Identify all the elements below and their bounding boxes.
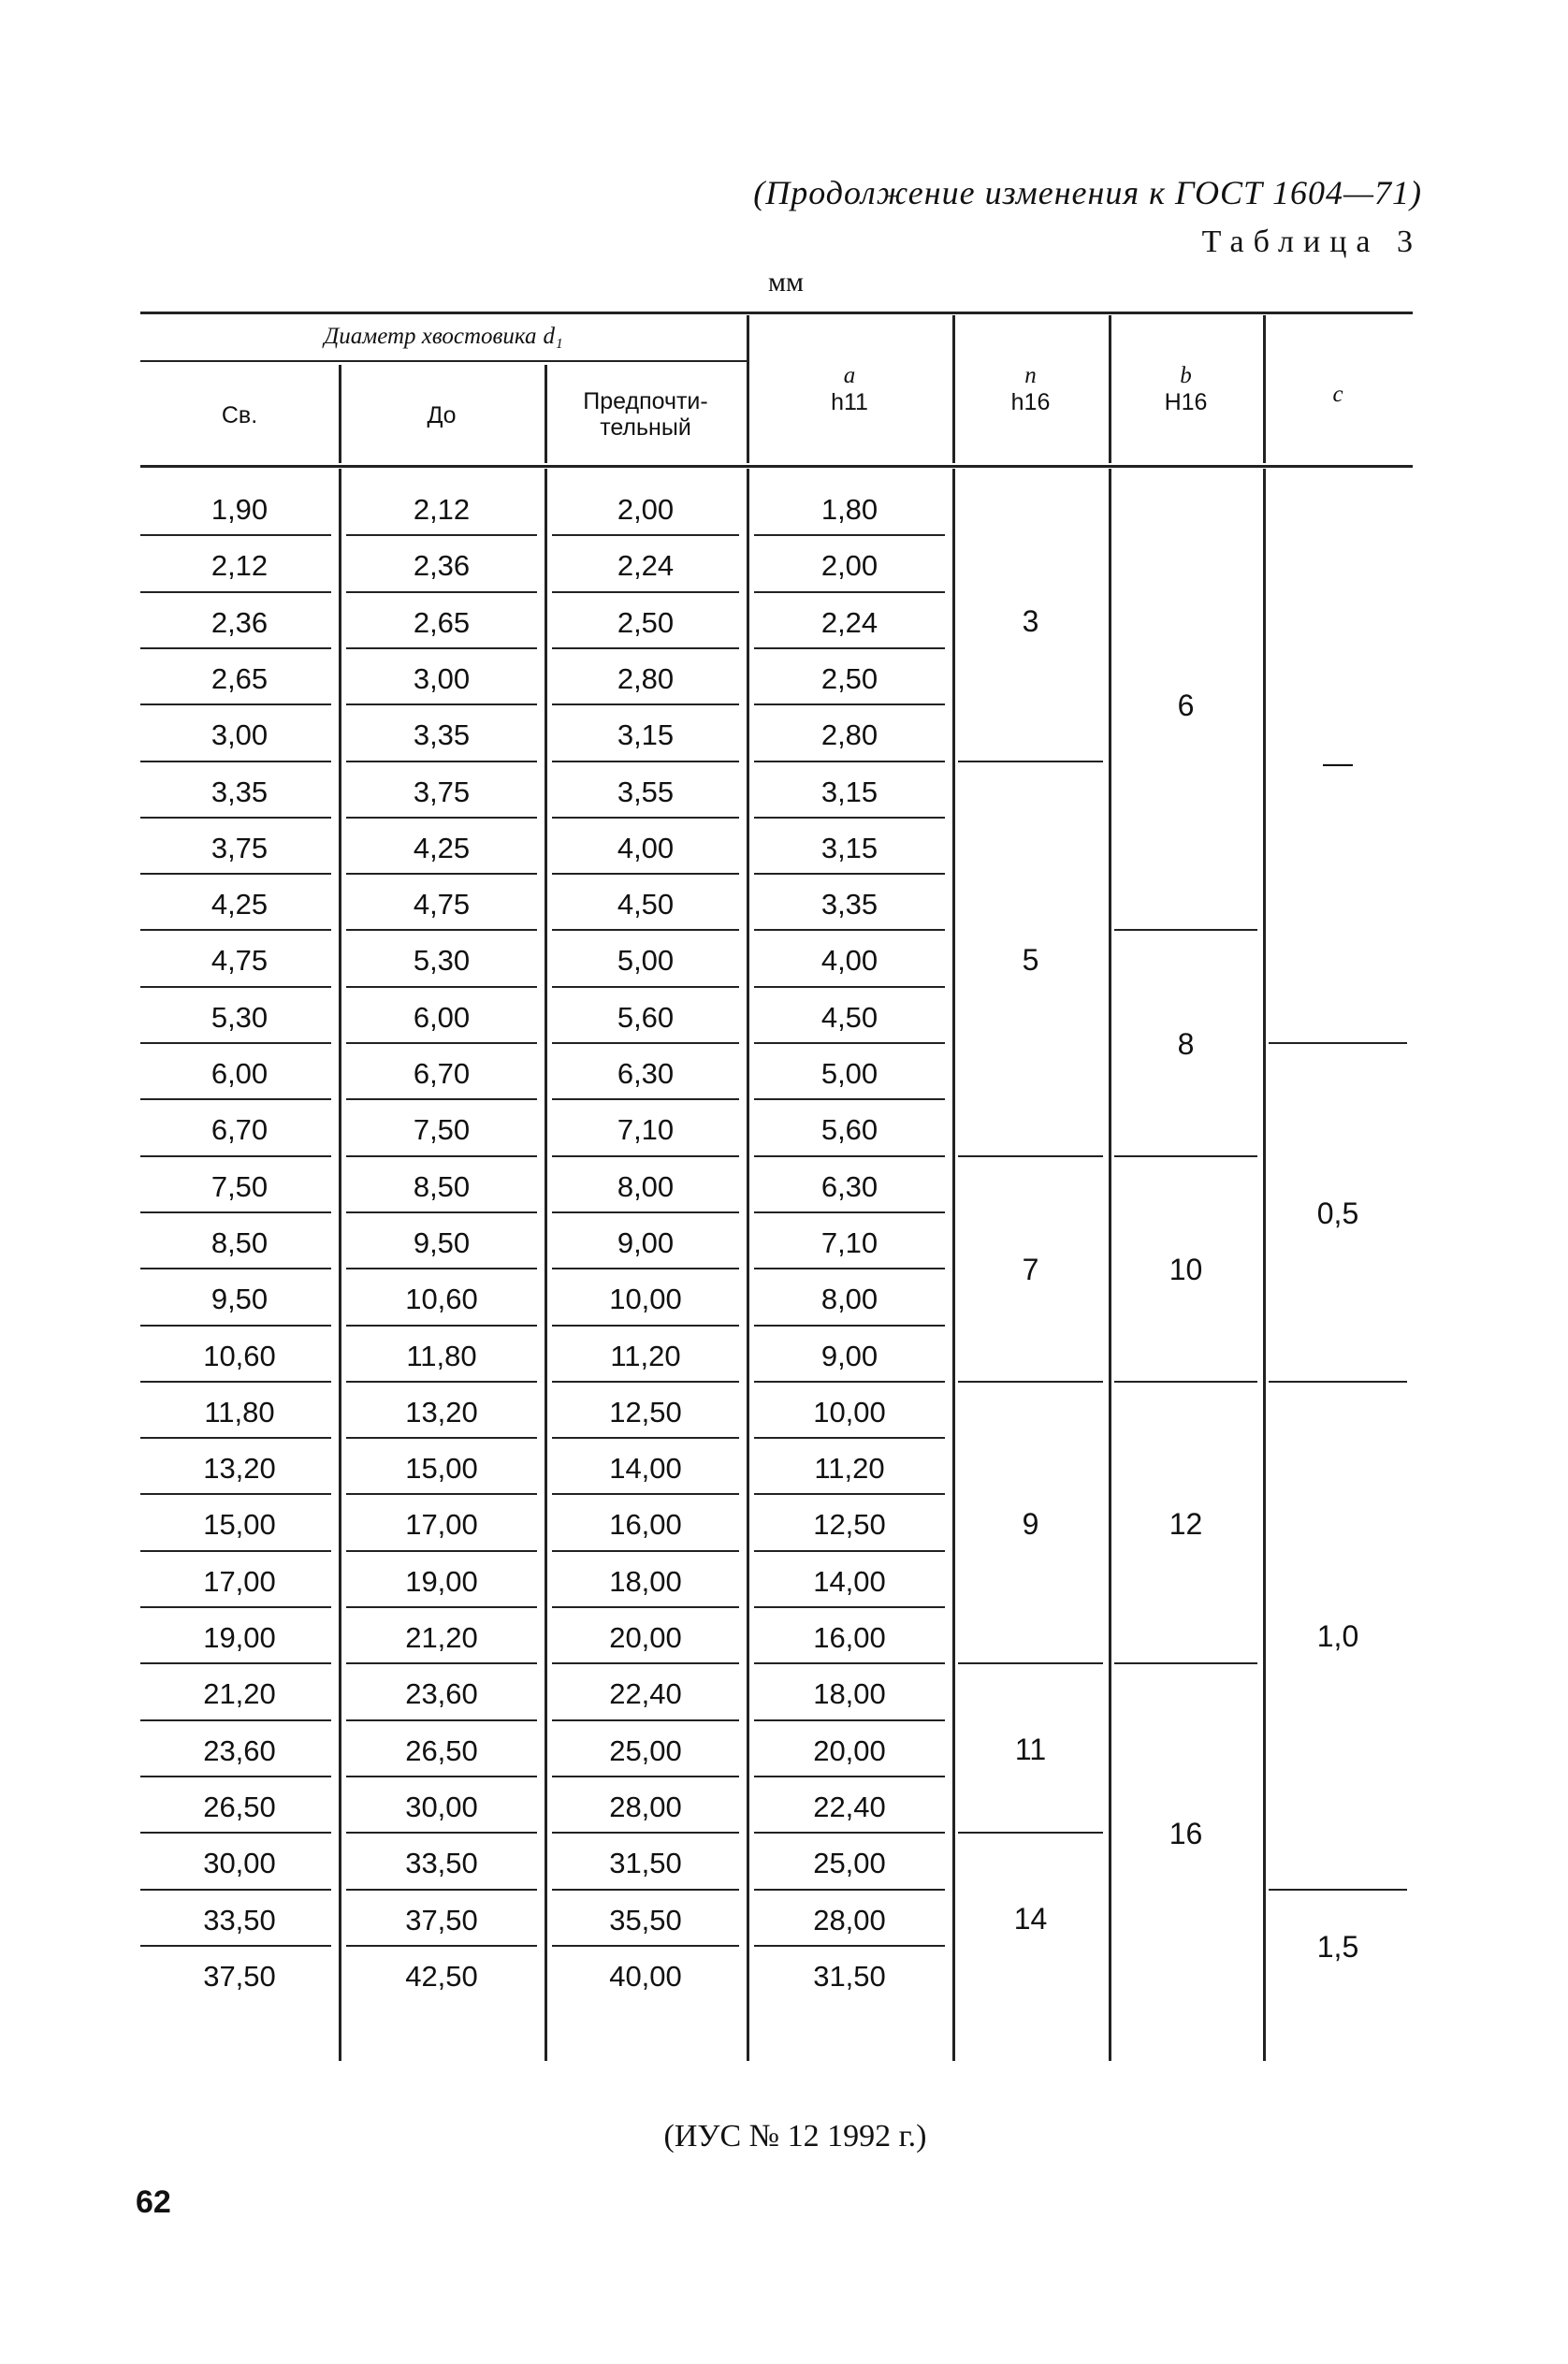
row-rule — [754, 1945, 945, 1947]
row-rule — [140, 1550, 331, 1552]
cell-a: 5,60 — [820, 1113, 878, 1147]
cell-preferred: 2,50 — [617, 605, 675, 639]
row-rule — [140, 1381, 331, 1383]
row-rule — [552, 873, 739, 875]
cell-do: 5,30 — [413, 944, 471, 978]
row-rule — [552, 1662, 739, 1664]
col-header-b-tolerance: H16 — [1164, 389, 1208, 415]
cell-b-group: 12 — [1169, 1506, 1203, 1541]
row-rule — [140, 873, 331, 875]
cell-do: 21,20 — [405, 1621, 478, 1654]
footer-note: (ИУС № 12 1992 г.) — [663, 2119, 927, 2154]
cell-do: 33,50 — [405, 1847, 478, 1880]
body-col-divider — [747, 469, 749, 2061]
cell-preferred: 4,00 — [617, 831, 675, 864]
row-rule — [346, 1155, 537, 1157]
row-rule — [140, 1889, 331, 1891]
cell-a: 16,00 — [813, 1621, 886, 1654]
row-rule — [346, 1437, 537, 1439]
col-header-n — [952, 363, 1109, 415]
row-rule — [346, 817, 537, 819]
row-rule — [140, 1945, 331, 1947]
group-rule — [958, 1155, 1103, 1157]
cell-a: 2,24 — [820, 605, 878, 639]
cell-preferred: 22,40 — [609, 1677, 682, 1711]
cell-do: 3,75 — [413, 775, 471, 808]
row-rule — [140, 534, 331, 536]
cell-do: 19,00 — [405, 1564, 478, 1598]
cell-c-group: — — [1323, 745, 1353, 779]
body-col-divider — [339, 469, 341, 2061]
cell-sv: 17,00 — [203, 1564, 276, 1598]
row-rule — [754, 1155, 945, 1157]
cell-sv: 4,75 — [211, 944, 269, 978]
row-rule — [754, 534, 945, 536]
cell-sv: 3,75 — [211, 831, 269, 864]
row-rule — [754, 1719, 945, 1721]
col-header-preferred — [544, 388, 747, 441]
cell-do: 3,35 — [413, 718, 471, 752]
row-rule — [754, 647, 945, 649]
cell-sv: 37,50 — [203, 1959, 276, 1993]
group-rule — [958, 1381, 1103, 1383]
col-header-b-symbol: b — [1180, 363, 1192, 388]
cell-c-group: 1,0 — [1316, 1619, 1359, 1654]
cell-sv: 3,35 — [211, 775, 269, 808]
cell-sv: 13,20 — [203, 1452, 276, 1486]
cell-preferred: 9,00 — [617, 1226, 675, 1259]
group-rule — [1269, 1042, 1407, 1044]
cell-b-group: 6 — [1177, 689, 1195, 723]
cell-a: 3,35 — [820, 888, 878, 921]
row-rule — [754, 1268, 945, 1269]
row-rule — [552, 647, 739, 649]
col-header-preferred-line2: тельный — [600, 414, 691, 441]
cell-do: 15,00 — [405, 1452, 478, 1486]
cell-a: 10,00 — [813, 1395, 886, 1429]
row-rule — [140, 1606, 331, 1608]
col-header-preferred-line1: Предпочти- — [583, 388, 708, 414]
row-rule — [552, 1832, 739, 1834]
cell-do: 7,50 — [413, 1113, 471, 1147]
group-rule — [958, 761, 1103, 762]
row-rule — [754, 1889, 945, 1891]
row-rule — [346, 591, 537, 593]
row-rule — [140, 1325, 331, 1327]
table-top-rule — [140, 312, 1413, 314]
row-rule — [346, 873, 537, 875]
row-rule — [754, 1042, 945, 1044]
group-rule — [958, 1662, 1103, 1664]
cell-sv: 11,80 — [204, 1395, 275, 1429]
group-rule — [958, 1832, 1103, 1834]
cell-sv: 23,60 — [203, 1733, 276, 1767]
row-rule — [346, 1493, 537, 1495]
cell-do: 2,12 — [413, 493, 471, 526]
row-rule — [346, 1042, 537, 1044]
cell-sv: 1,90 — [211, 493, 269, 526]
group-rule — [1269, 1381, 1407, 1383]
cell-preferred: 7,10 — [617, 1113, 675, 1147]
cell-a: 4,00 — [820, 944, 878, 978]
row-rule — [552, 1098, 739, 1100]
col-header-a-tolerance: h11 — [831, 389, 868, 415]
group-header-rule — [140, 360, 747, 362]
row-rule — [140, 1719, 331, 1721]
row-rule — [346, 1098, 537, 1100]
group-symbol: d₁ — [543, 324, 563, 349]
cell-c-group: 1,5 — [1316, 1929, 1359, 1964]
col-header-sv: Св. — [221, 402, 258, 428]
cell-preferred: 10,00 — [609, 1283, 682, 1316]
row-rule — [552, 761, 739, 762]
page-number: 62 — [136, 2184, 171, 2220]
row-rule — [552, 929, 739, 931]
row-rule — [140, 1098, 331, 1100]
row-rule — [754, 1832, 945, 1834]
body-col-divider — [1263, 469, 1266, 2061]
row-rule — [140, 1268, 331, 1269]
cell-sv: 10,60 — [203, 1339, 276, 1372]
row-rule — [552, 534, 739, 536]
cell-a: 2,50 — [820, 661, 878, 695]
row-rule — [140, 703, 331, 705]
row-rule — [754, 591, 945, 593]
group-label: Диаметр хвостовика — [324, 324, 537, 349]
cell-do: 2,65 — [413, 605, 471, 639]
cell-a: 9,00 — [820, 1339, 878, 1372]
cell-a: 20,00 — [813, 1733, 886, 1767]
cell-do: 2,36 — [413, 549, 471, 583]
row-rule — [552, 703, 739, 705]
cell-do: 17,00 — [405, 1508, 478, 1542]
row-rule — [754, 1493, 945, 1495]
cell-a: 4,50 — [820, 1000, 878, 1034]
cell-n-group: 3 — [1022, 603, 1039, 638]
cell-a: 2,80 — [820, 718, 878, 752]
row-rule — [552, 1042, 739, 1044]
row-rule — [754, 761, 945, 762]
row-rule — [754, 873, 945, 875]
row-rule — [754, 1776, 945, 1777]
body-col-divider — [544, 469, 547, 2061]
row-rule — [552, 1945, 739, 1947]
cell-sv: 30,00 — [203, 1847, 276, 1880]
row-rule — [346, 1945, 537, 1947]
row-rule — [552, 1437, 739, 1439]
cell-b-group: 8 — [1177, 1027, 1195, 1061]
diameter-group-header — [140, 323, 747, 350]
col-header-n-tolerance: h16 — [1010, 389, 1051, 415]
row-rule — [140, 761, 331, 762]
row-rule — [140, 1155, 331, 1157]
cell-sv: 9,50 — [211, 1283, 269, 1316]
cell-do: 8,50 — [413, 1169, 471, 1203]
row-rule — [140, 1662, 331, 1664]
cell-preferred: 3,55 — [617, 775, 675, 808]
row-rule — [552, 1719, 739, 1721]
cell-n-group: 5 — [1022, 942, 1039, 977]
row-rule — [346, 1211, 537, 1213]
amendment-title: (Продолжение изменения к ГОСТ 1604—71) — [753, 174, 1422, 211]
row-rule — [754, 1662, 945, 1664]
row-rule — [346, 1719, 537, 1721]
row-rule — [552, 1268, 739, 1269]
cell-sv: 26,50 — [203, 1790, 276, 1823]
row-rule — [754, 1606, 945, 1608]
row-rule — [552, 1211, 739, 1213]
cell-preferred: 28,00 — [609, 1790, 682, 1823]
row-rule — [140, 986, 331, 988]
row-rule — [346, 1889, 537, 1891]
cell-do: 4,25 — [413, 831, 471, 864]
row-rule — [140, 817, 331, 819]
row-rule — [346, 1662, 537, 1664]
row-rule — [346, 1550, 537, 1552]
cell-a: 3,15 — [820, 831, 878, 864]
cell-do: 13,20 — [405, 1395, 478, 1429]
cell-n-group: 11 — [1014, 1732, 1047, 1766]
cell-n-group: 7 — [1022, 1253, 1039, 1287]
row-rule — [552, 1889, 739, 1891]
cell-a: 25,00 — [813, 1847, 886, 1880]
cell-do: 23,60 — [405, 1677, 478, 1711]
cell-b-group: 16 — [1169, 1817, 1203, 1851]
cell-sv: 2,65 — [211, 661, 269, 695]
cell-preferred: 35,50 — [609, 1903, 682, 1936]
cell-preferred: 16,00 — [609, 1508, 682, 1542]
cell-preferred: 12,50 — [609, 1395, 682, 1429]
cell-sv: 7,50 — [211, 1169, 269, 1203]
cell-preferred: 2,24 — [617, 549, 675, 583]
cell-a: 6,30 — [820, 1169, 878, 1203]
group-rule — [1114, 929, 1257, 931]
header-bottom-rule — [140, 465, 1413, 468]
row-rule — [140, 1211, 331, 1213]
row-rule — [754, 1550, 945, 1552]
row-rule — [346, 929, 537, 931]
cell-preferred: 4,50 — [617, 888, 675, 921]
cell-sv: 3,00 — [211, 718, 269, 752]
row-rule — [754, 1211, 945, 1213]
row-rule — [346, 647, 537, 649]
cell-preferred: 6,30 — [617, 1057, 675, 1090]
cell-sv: 5,30 — [211, 1000, 269, 1034]
cell-preferred: 31,50 — [609, 1847, 682, 1880]
row-rule — [552, 986, 739, 988]
row-rule — [346, 1268, 537, 1269]
cell-preferred: 14,00 — [609, 1452, 682, 1486]
cell-preferred: 8,00 — [617, 1169, 675, 1203]
cell-a: 11,20 — [814, 1452, 885, 1486]
group-rule — [1114, 1662, 1257, 1664]
cell-a: 28,00 — [813, 1903, 886, 1936]
row-rule — [346, 534, 537, 536]
cell-sv: 2,36 — [211, 605, 269, 639]
row-rule — [140, 1437, 331, 1439]
row-rule — [552, 1381, 739, 1383]
row-rule — [346, 1325, 537, 1327]
cell-a: 22,40 — [813, 1790, 886, 1823]
col-header-do: До — [427, 402, 457, 428]
cell-sv: 21,20 — [203, 1677, 276, 1711]
cell-do: 6,00 — [413, 1000, 471, 1034]
cell-do: 4,75 — [413, 888, 471, 921]
row-rule — [754, 703, 945, 705]
row-rule — [346, 1776, 537, 1777]
cell-a: 3,15 — [820, 775, 878, 808]
row-rule — [754, 929, 945, 931]
cell-sv: 8,50 — [211, 1226, 269, 1259]
cell-a: 7,10 — [820, 1226, 878, 1259]
cell-c-group: 0,5 — [1316, 1196, 1359, 1230]
cell-a: 5,00 — [820, 1057, 878, 1090]
col-header-a — [747, 363, 952, 415]
row-rule — [140, 1776, 331, 1777]
cell-sv: 33,50 — [203, 1903, 276, 1936]
cell-preferred: 5,00 — [617, 944, 675, 978]
row-rule — [346, 1832, 537, 1834]
row-rule — [552, 591, 739, 593]
cell-do: 10,60 — [405, 1283, 478, 1316]
cell-preferred: 3,15 — [617, 718, 675, 752]
cell-do: 9,50 — [413, 1226, 471, 1259]
row-rule — [140, 929, 331, 931]
row-rule — [552, 1155, 739, 1157]
row-rule — [552, 1325, 739, 1327]
cell-a: 18,00 — [813, 1677, 886, 1711]
row-rule — [552, 1606, 739, 1608]
cell-do: 6,70 — [413, 1057, 471, 1090]
row-rule — [346, 986, 537, 988]
row-rule — [346, 1381, 537, 1383]
row-rule — [346, 703, 537, 705]
cell-preferred: 5,60 — [617, 1000, 675, 1034]
row-rule — [754, 986, 945, 988]
cell-a: 1,80 — [820, 493, 878, 526]
col-header-n-symbol: n — [1024, 363, 1037, 388]
cell-a: 14,00 — [813, 1564, 886, 1598]
row-rule — [754, 1325, 945, 1327]
row-rule — [552, 1550, 739, 1552]
row-rule — [754, 1381, 945, 1383]
cell-preferred: 25,00 — [609, 1733, 682, 1767]
row-rule — [140, 1832, 331, 1834]
cell-n-group: 9 — [1022, 1506, 1039, 1541]
cell-do: 26,50 — [405, 1733, 478, 1767]
row-rule — [346, 761, 537, 762]
cell-preferred: 18,00 — [609, 1564, 682, 1598]
row-rule — [140, 647, 331, 649]
col-header-b — [1109, 363, 1263, 415]
row-rule — [140, 591, 331, 593]
cell-preferred: 11,20 — [610, 1339, 681, 1372]
cell-do: 11,80 — [406, 1339, 477, 1372]
col-header-a-symbol: a — [843, 363, 856, 388]
cell-a: 31,50 — [813, 1959, 886, 1993]
row-rule — [754, 1437, 945, 1439]
row-rule — [140, 1493, 331, 1495]
cell-n-group: 14 — [1013, 1901, 1048, 1936]
cell-sv: 6,00 — [211, 1057, 269, 1090]
cell-do: 30,00 — [405, 1790, 478, 1823]
cell-sv: 6,70 — [211, 1113, 269, 1147]
row-rule — [552, 817, 739, 819]
cell-do: 37,50 — [405, 1903, 478, 1936]
row-rule — [346, 1606, 537, 1608]
group-rule — [1269, 1889, 1407, 1891]
cell-do: 42,50 — [405, 1959, 478, 1993]
row-rule — [552, 1493, 739, 1495]
cell-a: 2,00 — [820, 549, 878, 583]
cell-do: 3,00 — [413, 661, 471, 695]
cell-sv: 4,25 — [211, 888, 269, 921]
col-header-c: c — [1332, 382, 1343, 407]
cell-sv: 2,12 — [211, 549, 269, 583]
table-label: Таблица 3 — [1201, 225, 1422, 259]
cell-a: 12,50 — [813, 1508, 886, 1542]
units-label: мм — [768, 267, 804, 297]
row-rule — [754, 1098, 945, 1100]
cell-a: 8,00 — [820, 1283, 878, 1316]
group-rule — [1114, 1155, 1257, 1157]
cell-b-group: 10 — [1169, 1253, 1203, 1287]
row-rule — [140, 1042, 331, 1044]
row-rule — [754, 817, 945, 819]
cell-sv: 15,00 — [203, 1508, 276, 1542]
row-rule — [552, 1776, 739, 1777]
group-rule — [1114, 1381, 1257, 1383]
cell-preferred: 2,00 — [617, 493, 675, 526]
cell-preferred: 20,00 — [609, 1621, 682, 1654]
cell-sv: 19,00 — [203, 1621, 276, 1654]
cell-preferred: 2,80 — [617, 661, 675, 695]
cell-preferred: 40,00 — [609, 1959, 682, 1993]
